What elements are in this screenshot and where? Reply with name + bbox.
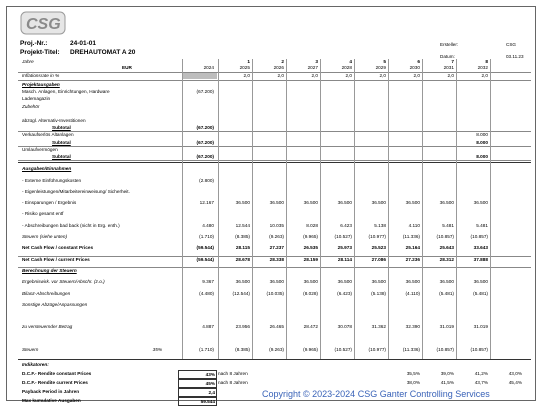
date-value: 03.11.23 — [506, 54, 524, 59]
cashflow-cell: 36.500 — [303, 200, 318, 206]
indicator-series-cell: 41,5% — [440, 380, 454, 386]
cashflow-cell: (9.965) — [303, 234, 318, 239]
project-row-label: Lademagazin — [22, 96, 51, 102]
cashflow-cell: 28.472 — [303, 324, 318, 330]
cashflow-cell: (10.977) — [368, 347, 386, 352]
project-row-label: Subtotal — [52, 125, 71, 131]
proj-title-value: DREHAUTOMAT A 20 — [70, 49, 136, 56]
cashflow-row-label: Steuern — [22, 347, 39, 352]
indicators-title: Indikatoren: — [22, 362, 49, 368]
cashflow-cell: 36.500 — [473, 200, 488, 206]
cashflow-row-label: Bilanz-Abschreibungen — [22, 290, 71, 296]
cashflow-cell: (1.710) — [199, 347, 214, 352]
cashflow-cell: 36.500 — [235, 279, 250, 285]
inflation-cell: 2,0 — [311, 73, 318, 78]
project-cell: 8.000 — [476, 154, 488, 159]
year-index-cell: 3 — [315, 59, 318, 64]
indicator-label: D.C.F.- Rendite constant Prices — [22, 371, 92, 377]
project-row-label: Zubehör — [22, 103, 40, 109]
cashflow-cell: (2.800) — [199, 177, 214, 183]
column-line — [490, 59, 491, 359]
cashflow-cell: 31.362 — [371, 324, 386, 330]
year-cell: 2027 — [307, 65, 318, 70]
cashflow-cell: 33.643 — [473, 245, 488, 251]
indicator-label: D.C.F.- Rendite current Prices — [22, 380, 88, 386]
column-line — [354, 59, 355, 359]
year-cell: 2028 — [341, 65, 352, 70]
cashflow-row-label: Sonstige Abzüge/Anpassungen — [22, 301, 88, 307]
year-index-cell: 5 — [383, 59, 386, 64]
project-cell: (67.200) — [196, 89, 214, 95]
indicator-value: 59.544 — [178, 397, 217, 406]
cashflow-cell: 25.973 — [337, 245, 352, 251]
cashflow-cell: 26.535 — [303, 245, 318, 251]
svg-text:CSG: CSG — [26, 16, 61, 33]
year-cell: 2031 — [443, 65, 454, 70]
cashflow-cell: 36.500 — [337, 279, 352, 285]
cashflow-cell: (9.263) — [269, 234, 284, 239]
year-index-cell: 7 — [451, 59, 454, 64]
cashflow-cell: 36.500 — [269, 279, 284, 285]
year-index-cell: 8 — [485, 59, 488, 64]
cashflow-cell: (5.481) — [473, 290, 488, 296]
creator-value: CSG — [506, 42, 516, 47]
section-divider — [18, 359, 531, 360]
proj-nr-label: Proj.-Nr.: — [20, 40, 48, 47]
indicator-series-cell: 41,2% — [474, 371, 488, 377]
project-row-label: Verkaufserlös Altanlagen — [22, 132, 74, 138]
row-divider — [18, 80, 531, 81]
cashflow-cell: 25.164 — [405, 245, 420, 251]
cashflow-cell: 5.138 — [374, 222, 386, 228]
cashflow-cell: 28.338 — [269, 256, 284, 262]
cashflow-cell: 28.678 — [235, 256, 250, 262]
cashflow-cell: 5.481 — [442, 222, 454, 228]
column-line — [286, 59, 287, 359]
cashflow-cell: 27.236 — [405, 256, 420, 262]
cashflow-cell: (8.385) — [235, 347, 250, 352]
column-line — [456, 59, 457, 359]
cashflow-cell: 36.500 — [269, 200, 284, 206]
cashflow-cell: (10.035) — [266, 290, 284, 296]
years-label: Jahre — [22, 59, 34, 64]
project-row-label: Umlaufvermögen — [22, 146, 58, 152]
cashflow-cell: 4.887 — [202, 324, 214, 330]
inflation-cell: 2,0 — [413, 73, 420, 78]
cashflow-cell: (6.423) — [337, 290, 352, 296]
year-cell: 2030 — [409, 65, 420, 70]
column-line — [218, 59, 219, 359]
cashflow-cell: 28.115 — [235, 245, 250, 251]
project-cell: (67.200) — [196, 154, 214, 159]
cashflow-row-label: Net Cash Flow / constant Prices — [22, 245, 94, 251]
cashflow-cell: 23.956 — [235, 324, 250, 330]
year-index-cell: 4 — [349, 59, 352, 64]
indicator-series-cell: 45,4% — [508, 380, 522, 386]
cashflow-cell: (1.710) — [199, 234, 214, 239]
cashflow-cell: 28.312 — [439, 256, 454, 262]
inflation-base-cell — [182, 73, 217, 79]
inflation-cell: 2,0 — [345, 73, 352, 78]
cashflow-cell: 28.159 — [303, 256, 318, 262]
cashflow-row-label: Ergebniswirk. vor Steuern/Abschr. (z.o.) — [22, 279, 105, 285]
proj-nr-value: 24-01-01 — [70, 40, 97, 47]
cashflow-cell: (10.857) — [470, 234, 488, 239]
cashflow-cell: 31.019 — [439, 324, 454, 330]
cashflow-cell: 36.500 — [371, 200, 386, 206]
cashflow-cell: (10.527) — [334, 234, 352, 239]
indicator-label: Max kumulative Ausgaben — [22, 398, 81, 404]
cashflow-cell: (9.965) — [303, 347, 318, 352]
indicator-value: 2,4 — [178, 388, 217, 397]
cashflow-table — [18, 59, 531, 405]
cashflow-cell: 37.888 — [473, 256, 488, 262]
cashflow-cell: (59.544) — [196, 256, 214, 262]
row-divider — [18, 267, 531, 268]
year-cell: 2025 — [239, 65, 250, 70]
cashflow-cell: (10.527) — [334, 347, 352, 352]
cashflow-cell: 31.019 — [473, 324, 488, 330]
year-cell: 2032 — [477, 65, 488, 70]
indicator-label: Payback Period in Jahren — [22, 389, 80, 395]
indicator-series-cell: 35,5% — [406, 371, 420, 377]
cashflow-cell: 4.480 — [202, 222, 214, 228]
cashflow-cell: (9.263) — [269, 347, 284, 352]
cashflow-cell: (8.028) — [303, 290, 318, 296]
year-cell: 2026 — [273, 65, 284, 70]
project-cell: (67.200) — [196, 139, 214, 145]
column-line — [422, 59, 423, 359]
cashflow-cell: 32.390 — [405, 324, 420, 330]
cashflow-cell: 30.078 — [337, 324, 352, 330]
year-index-cell: 2 — [281, 59, 284, 64]
cashflow-cell: (10.857) — [470, 347, 488, 352]
indicator-series-cell: 39,0% — [440, 371, 454, 377]
cashflow-row-label: - Externe Einführungskosten — [22, 177, 82, 183]
cashflow-cell: 26.465 — [269, 324, 284, 330]
section-divider — [18, 162, 531, 163]
project-row-label: Masch. Anlagen, Einrichtungen, Hardware — [22, 89, 110, 95]
cashflow-cell: 27.237 — [269, 245, 284, 251]
project-row-label: Subtotal — [52, 139, 71, 145]
inflation-label: Inflationsrate in % — [22, 73, 60, 78]
currency-label: EUR — [122, 65, 132, 70]
cashflow-cell: 25.523 — [371, 245, 386, 251]
proj-title-label: Projekt-Titel: — [20, 49, 60, 56]
cashflow-row-label: zu versteuernder Betrag — [22, 324, 73, 330]
project-row-label: Subtotal — [52, 154, 71, 159]
cashflow-cell: (11.336) — [402, 347, 420, 352]
cashflow-cell: 36.500 — [439, 279, 454, 285]
creator-label: Ersteller: — [440, 42, 459, 47]
date-label: Datum: — [440, 54, 455, 59]
project-cell: (67.200) — [196, 125, 214, 131]
cashflow-cell: (11.336) — [402, 234, 420, 239]
cashflow-cell: 12.167 — [199, 200, 214, 206]
cashflow-cell: (8.385) — [235, 234, 250, 239]
cashflow-cell: (5.138) — [371, 290, 386, 296]
cashflow-cell: 36.500 — [473, 279, 488, 285]
year-cell: 2029 — [375, 65, 386, 70]
cashflow-cell: 36.500 — [405, 200, 420, 206]
column-line — [388, 59, 389, 359]
project-row-label: abzügl. Alternativ-Investitionen — [22, 118, 86, 123]
cashflow-cell: 10.035 — [269, 222, 284, 228]
indicator-value: 45% — [178, 379, 217, 388]
cashflow-cell: 8.028 — [306, 222, 318, 228]
cashflow-cell: 36.500 — [405, 279, 420, 285]
indicator-value: 43% — [178, 370, 217, 379]
cashflow-cell: 5.481 — [476, 222, 488, 228]
cashflow-cell: (10.857) — [436, 347, 454, 352]
indicator-after: nach 8 Jahren — [218, 371, 248, 377]
row-divider — [18, 146, 531, 147]
year-cell: 2024 — [203, 65, 214, 70]
cashflow-cell: (59.544) — [196, 245, 214, 251]
cashflow-cell: 27.086 — [371, 256, 386, 262]
cashflow-cell: 25.643 — [439, 245, 454, 251]
cashflow-row-label: - Eigenleistungen/Mitarbeitereinweisung/ Sicherheit. — [22, 188, 130, 194]
year-index-cell: 6 — [417, 59, 420, 64]
project-cell: 8.000 — [476, 139, 488, 145]
cashflow-row-label: - Einsparungen / Ergebnis — [22, 200, 77, 206]
cashflow-cell: (12.544) — [232, 290, 250, 296]
inflation-cell: 2,0 — [379, 73, 386, 78]
cashflow-cell: (5.481) — [439, 290, 454, 296]
row-divider — [18, 160, 531, 161]
inflation-cell: 2,0 — [243, 73, 250, 78]
cashflow-cell: 12.544 — [235, 222, 250, 228]
cashflow-row-label: - Risiko gesamt entf — [22, 211, 64, 217]
year-index-cell: 1 — [247, 59, 250, 64]
indicator-series-cell: 43,0% — [508, 371, 522, 377]
project-row-label: Projektausgaben — [22, 82, 60, 87]
cashflow-cell: (10.977) — [368, 234, 386, 239]
cashflow-row-label: Steuern (siehe unten) — [22, 234, 68, 239]
cashflow-cell: 36.500 — [439, 200, 454, 206]
cashflow-cell: 6.423 — [340, 222, 352, 228]
cashflow-cell: (4.110) — [405, 290, 420, 296]
cashflow-row-label: Ausgaben/Einnahmen — [22, 166, 72, 172]
csg-logo — [20, 10, 66, 36]
inflation-cell: 2,0 — [447, 73, 454, 78]
project-cell: 8.000 — [476, 132, 488, 138]
column-line — [182, 59, 183, 359]
indicator-series-cell: 43,7% — [474, 380, 488, 386]
cashflow-cell: 36.500 — [235, 200, 250, 206]
tax-rate: 35% — [152, 347, 162, 352]
inflation-cell: 2,0 — [277, 73, 284, 78]
indicator-after: nach 8 Jahren — [218, 380, 248, 386]
column-line — [252, 59, 253, 359]
cashflow-row-label: Net Cash Flow / current Prices — [22, 256, 90, 262]
cashflow-cell: (4.480) — [199, 290, 214, 296]
cashflow-cell: 36.500 — [337, 200, 352, 206]
cashflow-cell: 28.114 — [337, 256, 352, 262]
indicator-series-cell: 38,0% — [406, 380, 420, 386]
cashflow-cell: 4.110 — [408, 222, 420, 228]
inflation-cell: 2,0 — [481, 73, 488, 78]
cashflow-cell: 36.500 — [371, 279, 386, 285]
cashflow-cell: (10.857) — [436, 234, 454, 239]
cashflow-row-label: - Abschreibungen bad back (nicht in Erg. enth.) — [22, 222, 120, 228]
column-line — [320, 59, 321, 359]
cashflow-cell: 9.367 — [202, 279, 214, 285]
cashflow-row-label: Berechnung der Steuern — [22, 267, 77, 273]
cashflow-cell: 36.500 — [303, 279, 318, 285]
copyright-notice: Copyright © 2023-2024 CSG Ganter Controlling Services — [262, 389, 490, 399]
